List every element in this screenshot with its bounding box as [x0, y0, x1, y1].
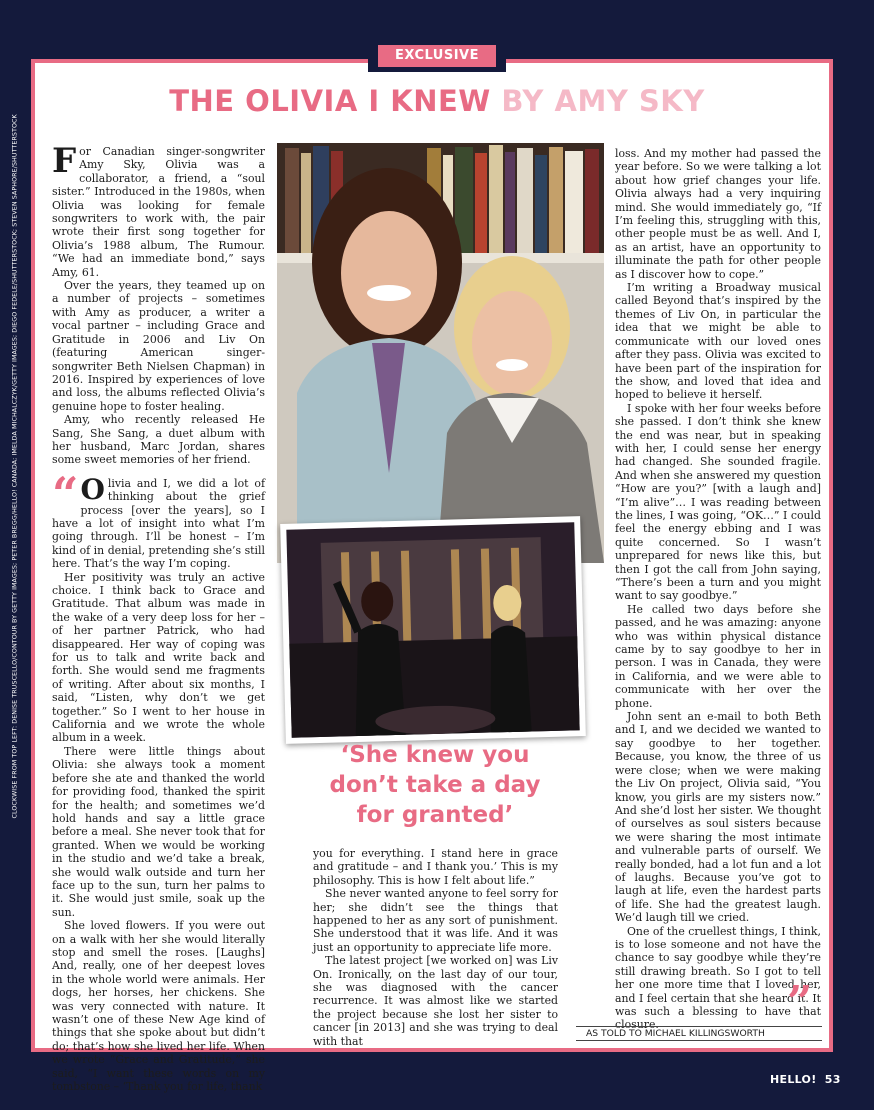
drop-cap: F	[52, 141, 77, 181]
paragraph: I’m writing a Broadway musical called Beyond that’s inspired by the themes of Liv On, in particular the idea that we might be able to communicate with our loved ones after they pass. Olivia was excited to have been part of the inspiration for the show, and loved that idea and hoped to believe it herself.	[615, 281, 821, 402]
inset-photo-image	[280, 516, 586, 744]
drop-cap-o: O	[80, 472, 105, 506]
inset-photo	[280, 516, 586, 744]
quote-paragraph: “ O livia and I, we did a lot of thinking about the grief process [over the years], so I have a lot of insight into what I’m going through. I’ll be honest – I’m kind of in denial, pretending she’s still here. That’s the way I’m coping.	[52, 466, 265, 571]
paragraph: There were little things about Olivia: she always took a moment before she ate and thanked the world for providing food, thanked the spirit for the health; and sometimes we’d hold hands and say a little grace before a meal. She never took that for granted. When we would be working in the studio and we’d take a break, she would walk outside and turn her face up to the sun, turn her palms to it. She would just smile, soak up the sun.	[52, 744, 265, 919]
column-3	[615, 147, 821, 1032]
paragraph: He called two days before she passed, and he was amazing: anyone who was within physical distance came by to say goodbye to her in person. I was in Canada, they were in California, and we were able to communicate with her over the phone.	[615, 602, 821, 710]
open-quote-icon: “	[52, 466, 79, 521]
main-photo-image	[277, 143, 604, 563]
paragraph: I spoke with her four weeks before she passed. I don’t think she knew the end was near, but in speaking with her, I could sense her energy had changed. She sounded fragile. And when she answered my question “How are you?” [with a laugh and] “I’m alive”… I was reading between the lines, I was going, “OK…” I could feel the energy ebbing and I was quite concerned. So I wasn’t unprepared for news like this, but then I got the call from John saying, “There’s been a turn and you might want to say goodbye.”	[615, 401, 821, 603]
intro-paragraph: For Canadian singer-songwriter Amy Sky, Olivia was a collaborator, a friend, a “soul sister.” Introduced in the 1980s, when Olivia was looking for female songwriters to work with, the pair wrote their first song together for Olivia’s 1988 album, The Rumour. “We had an immediate bond,” says Amy, 61.	[52, 141, 265, 279]
headline-title: THE OLIVIA I KNEW	[169, 84, 491, 118]
paragraph: She never wanted anyone to feel sorry for her; she didn’t see the things that happened to her as any sort of punishment. She understood that it was life. And it was just an opportunity to appreciate life more.	[313, 887, 558, 954]
paragraph: you for everything. I stand here in grace and gratitude – and I thank you.’ This is my philosophy. This is how I felt about life.”	[313, 847, 558, 887]
column-2	[313, 847, 558, 1048]
exclusive-badge: EXCLUSIVE	[378, 45, 496, 67]
main-photo	[277, 143, 604, 563]
close-quote-icon: ”	[787, 977, 813, 1028]
column-1	[52, 141, 265, 1094]
paragraph: Her positivity was truly an active choice. I think back to Grace and Gratitude. That album was made in the wake of a very deep loss for her – of her partner Patrick, who had disappeared. Her way of coping was for us to talk and write back and forth. She would send me fragments of writing. After about six months, I said, “Listen, why don’t we get together.” So I went to her house in California and we wrote the whole album in a week.	[52, 570, 265, 745]
page-folio	[770, 1073, 841, 1086]
paragraph: She loved flowers. If you were out on a walk with her she would literally stop and smell the roses. [Laughs] And, really, one of her deepest loves in the whole world were animals. Her dogs, her horses, her chickens. She was very connected with nature. It wasn’t one of these New Age kind of things that she spoke about but didn’t do; that’s how she lived her life. When we wrote “Grace and Gratitude,” she said, “I want these words on my tombstone – ‘Thank you for life, thank	[52, 919, 265, 1094]
paragraph: The latest project [we worked on] was Liv On. Ironically, on the last day of our tour, she was diagnosed with the cancer recurrence. It was almost like we started the project because she lost her sister to cancer [in 2013] and she was trying to deal with that	[313, 954, 558, 1048]
paragraph: Amy, who recently released He Sang, She Sang, a duet album with her husband, Marc Jordan, shares some sweet memories of her friend.	[52, 413, 265, 467]
paragraph: loss. And my mother had passed the year before. So we were talking a lot about how grief changes your life. Olivia always had a very inquiring mind. She would immediately go, “If I’m feeling this, struggling with this, other people must be as well. And I, as an artist, have an opportunity to illuminate the path for other people as I discover how to cope.”	[615, 147, 821, 281]
photo-credit: CLOCKWISE FROM TOP LEFT: DENISE TRUSCELLO/CONTOUR BY GETTY IMAGES; PETER BREGG/HELLO! CANADA; IMELDA MICHALCZYK/GETTY IMAGES; DIEGO FEDELE/SHUTTERSTOCK; STEVEN SAPHORE/SHUTTERSTOCK	[11, 114, 19, 819]
paragraph: One of the cruellest things, I think, is to lose someone and not have the chance to say goodbye while they’re still drawing breath. So I got to tell her one more time that I loved her, and I feel certain that she heard it. It was such a blessing to have that closure.	[615, 924, 821, 1032]
headline	[36, 83, 838, 119]
as-told-to-credit: AS TOLD TO MICHAEL KILLINGSWORTH	[576, 1026, 822, 1041]
pull-quote: ‘She knew you don’t take a day for granted’	[329, 742, 541, 828]
page-number: 53	[824, 1073, 841, 1086]
paragraph: Over the years, they teamed up on a number of projects – sometimes with Amy as producer, a writer a vocal partner – including Grace and Gratitude in 2006 and Liv On (featuring American singer-songwriter Beth Nielsen Chapman) in 2016. Inspired by experiences of love and loss, the albums reflected Olivia’s genuine hope to foster healing.	[52, 279, 265, 413]
headline-byline: BY AMY SKY	[501, 84, 705, 118]
magazine-name: HELLO!	[770, 1073, 817, 1086]
paragraph: John sent an e-mail to both Beth and I, and we decided we wanted to say goodbye to her together. Because, you know, the three of us were close; when we were making the Liv On project, Olivia said, “You know, you girls are my sisters now.” And she’d lost her sister. We thought of ourselves as soul sisters because we were sharing the most intimate and vulnerable parts of ourself. We really bonded, had a lot fun and a lot of laughs. Because you’ve got to laugh at life, even the hardest parts of life. She had the greatest laugh. We’d laugh till we cried.	[615, 710, 821, 925]
